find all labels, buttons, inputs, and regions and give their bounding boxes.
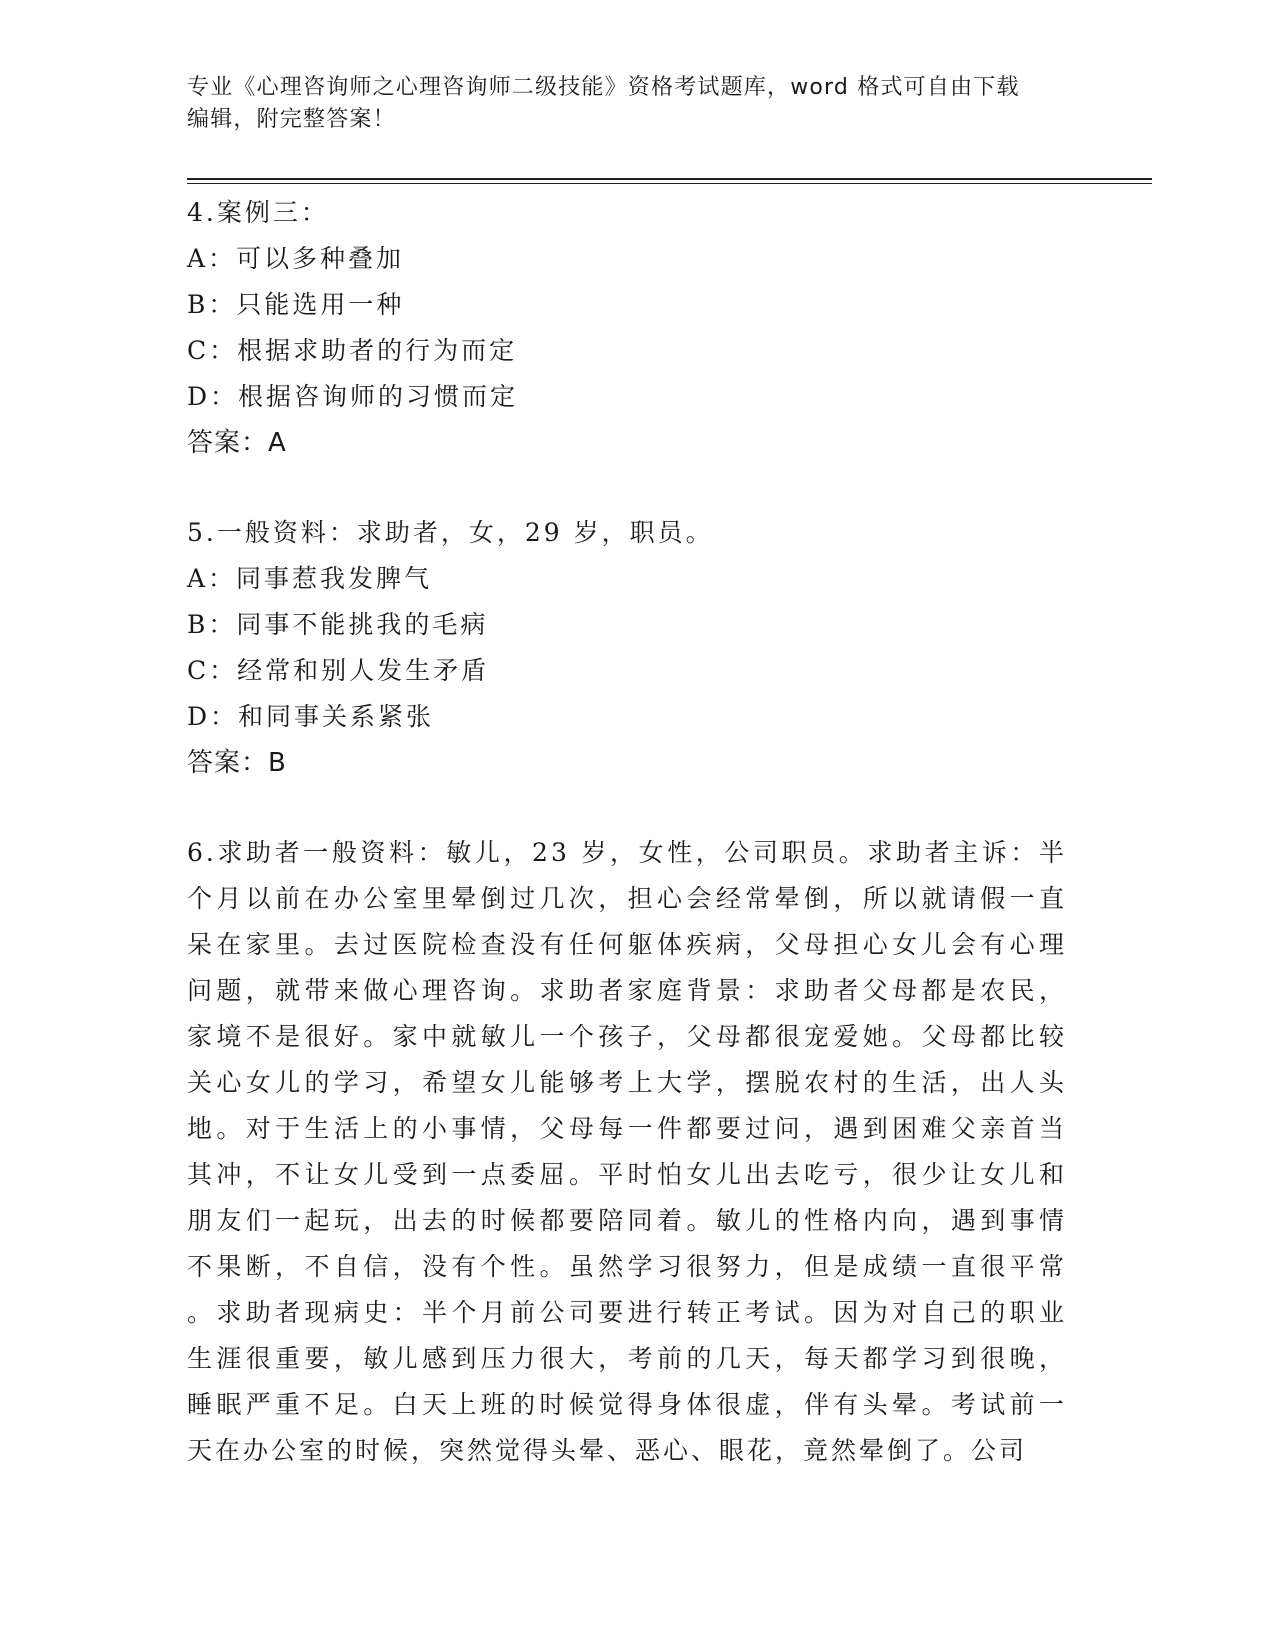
question-list — [187, 190, 1067, 1474]
option-d: D：和同事关系紧张 — [187, 702, 435, 731]
answer-label: 答案：B — [187, 748, 287, 778]
paragraph-line: 睡眠严重不足。白天上班的时候觉得身体很虚，伴有头晕。考试前一 — [187, 1390, 1067, 1419]
paragraph-line: 呆在家里。去过医院检查没有任何躯体疾病，父母担心女儿会有心理 — [187, 930, 1067, 959]
header-line-2: 编辑，附完整答案！ — [187, 107, 396, 132]
paragraph-line: 个月以前在办公室里晕倒过几次，担心会经常晕倒，所以就请假一直 — [187, 884, 1067, 913]
answer-label: 答案：A — [187, 428, 287, 458]
paragraph-line: 其冲，不让女儿受到一点委屈。平时怕女儿出去吃亏，很少让女儿和 — [187, 1160, 1067, 1189]
document-header — [187, 72, 1067, 136]
paragraph-line: 朋友们一起玩，出去的时候都要陪同着。敏儿的性格内向，遇到事情 — [187, 1206, 1067, 1235]
paragraph-line: 家境不是很好。家中就敏儿一个孩子，父母都很宠爱她。父母都比较 — [187, 1022, 1067, 1051]
spacer — [187, 786, 1067, 830]
header-line-1: 专业《心理咨询师之心理咨询师二级技能》资格考试题库，word 格式可自由下载 — [187, 75, 1020, 100]
question-5 — [187, 510, 1067, 786]
paragraph-line: 6.求助者一般资料：敏儿，23 岁，女性，公司职员。求助者主诉：半 — [187, 838, 1067, 867]
option-d: D：根据咨询师的习惯而定 — [187, 382, 519, 411]
question-title: 5.一般资料：求助者，女，29 岁，职员。 — [187, 518, 714, 547]
option-a: A：可以多种叠加 — [187, 244, 405, 273]
spacer — [187, 466, 1067, 510]
paragraph-line: 关心女儿的学习，希望女儿能够考上大学，摆脱农村的生活，出人头 — [187, 1068, 1067, 1097]
option-b: B：只能选用一种 — [187, 290, 405, 319]
paragraph-line: 不果断，不自信，没有个性。虽然学习很努力，但是成绩一直很平常 — [187, 1252, 1067, 1281]
option-c: C：根据求助者的行为而定 — [187, 336, 518, 365]
paragraph-line: 地。对于生活上的小事情，父母每一件都要过问，遇到困难父亲首当 — [187, 1114, 1067, 1143]
question-title: 4.案例三： — [187, 198, 329, 227]
paragraph-line: 生涯很重要，敏儿感到压力很大，考前的几天，每天都学习到很晚， — [187, 1344, 1067, 1373]
option-b: B：同事不能挑我的毛病 — [187, 610, 489, 639]
paragraph-line: 天在办公室的时候，突然觉得头晕、恶心、眼花，竟然晕倒了。公司 — [187, 1436, 1028, 1465]
paragraph-line: 问题，就带来做心理咨询。求助者家庭背景：求助者父母都是农民， — [187, 976, 1067, 1005]
header-divider-thick — [187, 178, 1152, 180]
option-c: C：经常和别人发生矛盾 — [187, 656, 490, 685]
header-divider-thin — [187, 183, 1152, 184]
question-4 — [187, 190, 1067, 466]
paragraph-line: 。求助者现病史：半个月前公司要进行转正考试。因为对自己的职业 — [187, 1298, 1067, 1327]
option-a: A：同事惹我发脾气 — [187, 564, 433, 593]
question-6 — [187, 830, 1067, 1474]
